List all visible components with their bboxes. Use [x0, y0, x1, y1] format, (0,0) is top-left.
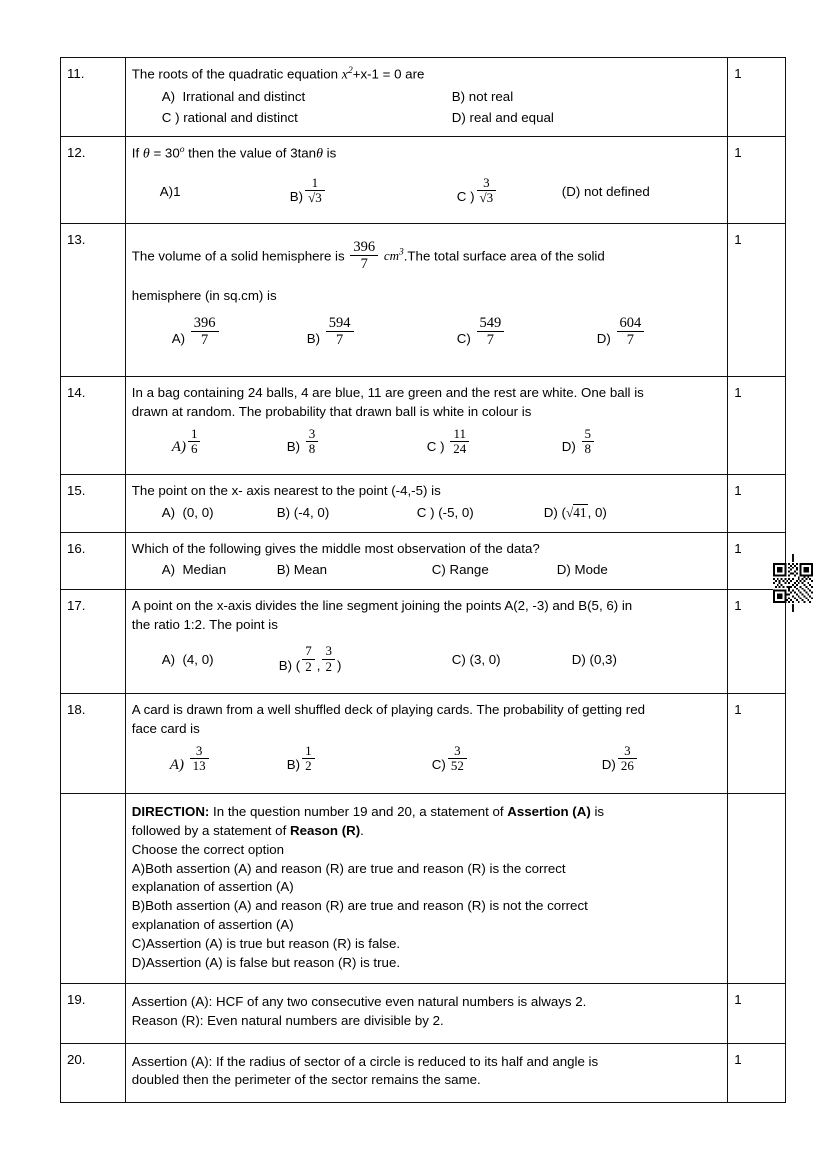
option-d[interactable]: D) (0,3) — [571, 652, 617, 668]
table-row — [61, 590, 786, 694]
qr-code-icon — [773, 563, 813, 603]
option-a[interactable]: A) $\frac{396}{7}$ — [172, 316, 221, 349]
degree-symbol: o — [179, 145, 185, 156]
assertion-line: Assertion (A): HCF of any two consecutive even natural numbers is always 2. — [131, 993, 587, 1009]
option-b[interactable]: B) not real — [451, 89, 514, 105]
question-body — [125, 223, 727, 376]
unit-cm-cubed: $cm^3$ — [383, 247, 404, 263]
fraction: $\frac{1}{2}$ — [302, 744, 315, 774]
marks-value: 1 — [728, 983, 786, 1043]
option-row — [132, 316, 721, 356]
question-stem: Which of the following gives the middle most observation of the data? — [131, 540, 540, 556]
marks-value: 1 — [728, 590, 786, 694]
marks-value: 1 — [728, 58, 786, 137]
direction-line2: followed by a statement of Reason (R). — [131, 822, 364, 838]
question-stem-line1: A point on the x-axis divides the line segment joining the points A(2, -3) and B(5, 6) in — [131, 598, 633, 614]
option-a[interactable]: A)1 — [159, 183, 181, 199]
fraction: $\frac{3}{8}$ — [306, 427, 319, 457]
direction-option-c: C)Assertion (A) is true but reason (R) is false. — [131, 936, 401, 952]
option-c[interactable]: C) $\frac{549}{7}$ — [457, 316, 506, 349]
question-stem-line2: hemisphere (in sq.cm) is — [131, 288, 277, 304]
qr-tick-bottom — [792, 604, 794, 612]
reason-line: Reason (R): Even natural numbers are divisible by 2. — [131, 1012, 444, 1028]
option-row — [132, 425, 721, 466]
marks-value: 1 — [728, 137, 786, 223]
question-body — [125, 376, 727, 474]
option-b[interactable]: B) $\frac{1}{√3}$ — [290, 177, 327, 207]
option-a[interactable]: A) Irrational and distinct — [161, 89, 306, 105]
direction-option-a-line2: explanation of assertion (A) — [131, 879, 294, 895]
option-row — [132, 109, 721, 128]
qr-tick-top — [792, 554, 794, 562]
option-b[interactable]: B) $\frac{594}{7}$ — [307, 316, 356, 349]
question-number: 12. — [61, 137, 126, 223]
question-stem-line2: the ratio 1:2. The point is — [131, 617, 278, 633]
table-row — [61, 137, 786, 223]
option-c[interactable]: C) (3, 0) — [451, 652, 501, 668]
direction-option-a-line1: A)Both assertion (A) and reason (R) are true and reason (R) is the correct — [131, 860, 566, 876]
fraction: $\frac{3}{26}$ — [618, 744, 637, 774]
fraction: $\frac{1}{6}$ — [188, 427, 201, 457]
table-row — [61, 532, 786, 590]
option-b[interactable]: B) ( $\frac{7}{2}$ , $\frac{3}{2}$ ) — [278, 643, 342, 674]
direction-line3: Choose the correct option — [131, 841, 285, 857]
option-b[interactable]: B) Mean — [276, 562, 328, 578]
option-a[interactable]: A) (0, 0) — [161, 504, 214, 520]
option-c[interactable]: C) $\frac{3}{52}$ — [432, 745, 469, 775]
square-root: √41 — [565, 504, 587, 520]
table-row — [61, 983, 786, 1043]
qr-code-container — [770, 560, 816, 606]
option-d[interactable]: D) Mode — [556, 562, 608, 578]
assertion-line: Assertion (A): If the radius of sector of a circle is reduced to its half and angle is — [131, 1053, 599, 1069]
option-b[interactable]: B) $\frac{1}{2}$ — [287, 745, 317, 775]
question-body — [125, 983, 727, 1043]
marks-value: 1 — [728, 532, 786, 590]
marks-value: 1 — [728, 1043, 786, 1103]
question-number: 11. — [61, 58, 126, 137]
question-body — [125, 590, 727, 694]
option-b[interactable]: B) (-4, 0) — [276, 504, 330, 520]
question-stem: The volume of a solid hemisphere is $\frac{396}{7}$ $cm^3.The$ total surface area of the solid — [131, 238, 605, 272]
option-c[interactable]: C) Range — [431, 562, 489, 578]
option-d[interactable]: D) real and equal — [451, 110, 554, 126]
direction-number — [61, 793, 126, 983]
marks-value: 1 — [728, 474, 786, 532]
option-c[interactable]: C ) $\frac{3}{√3}$ — [457, 177, 498, 207]
direction-option-b-line1: B)Both assertion (A) and reason (R) are true and reason (R) is not the correct — [131, 898, 588, 914]
theta-symbol: θ — [316, 146, 323, 162]
table-row-direction — [61, 793, 786, 983]
question-body — [125, 694, 727, 794]
direction-option-b-line2: explanation of assertion (A) — [131, 917, 294, 933]
table-row — [61, 694, 786, 794]
assertion-line2: doubled then the perimeter of the sector remains the same. — [131, 1072, 481, 1088]
fraction: $\frac{3}{2}$ — [322, 644, 335, 674]
fraction: $\frac{549}{7}$ — [477, 315, 505, 348]
fraction: $\frac{5}{8}$ — [582, 427, 595, 457]
option-row — [132, 742, 721, 785]
table-row — [61, 58, 786, 137]
option-d[interactable]: D) $\frac{3}{26}$ — [602, 745, 639, 775]
option-row — [132, 643, 721, 685]
question-number: 15. — [61, 474, 126, 532]
question-body — [125, 137, 727, 223]
question-stem-line2: face card is — [131, 721, 200, 737]
fraction: $\frac{7}{2}$ — [302, 644, 315, 674]
direction-option-d: D)Assertion (A) is false but reason (R) is true. — [131, 954, 401, 970]
fraction: $\frac{3}{52}$ — [448, 744, 467, 774]
option-c[interactable]: C ) (-5, 0) — [416, 504, 474, 520]
question-body — [125, 474, 727, 532]
marks-value: 1 — [728, 376, 786, 474]
question-number: 19. — [61, 983, 126, 1043]
fraction: $\frac{3}{13}$ — [190, 744, 209, 774]
marks-value: 1 — [728, 223, 786, 376]
question-stem: The point on the x- axis nearest to the point (-4,-5) is — [131, 482, 441, 498]
question-number: 14. — [61, 376, 126, 474]
question-stem-line1: In a bag containing 24 balls, 4 are blue, 11 are green and the rest are white. One ball is — [131, 384, 644, 400]
table-row — [61, 376, 786, 474]
option-row — [132, 504, 721, 524]
question-stem-line2: drawn at random. The probability that drawn ball is white in colour is — [131, 403, 532, 419]
question-stem: If $\theta = 30^o$ then the value of 3tanθ is — [131, 145, 337, 162]
math-exponent: 2 — [347, 66, 353, 76]
direction-body — [125, 793, 727, 983]
question-number: 13. — [61, 223, 126, 376]
option-a[interactable]: A) Median — [161, 562, 227, 578]
question-stem: The roots of the quadratic equation $x^2+x-1 = 0$ are — [131, 66, 425, 83]
question-number: 17. — [61, 590, 126, 694]
fraction: $\frac{1}{√3}$ — [305, 176, 325, 206]
theta-symbol: θ — [142, 146, 150, 162]
fraction: $\frac{11}{24}$ — [450, 427, 469, 457]
question-stem-line1: A card is drawn from a well shuffled deck of playing cards. The probability of getting red — [131, 702, 645, 718]
option-d[interactable]: D) $\frac{5}{8}$ — [562, 428, 596, 458]
fraction: $\frac{3}{√3}$ — [477, 176, 497, 206]
question-body — [125, 532, 727, 590]
question-number: 20. — [61, 1043, 126, 1103]
question-body — [125, 1043, 727, 1103]
option-c[interactable]: C ) rational and distinct — [161, 110, 298, 126]
fraction: $\frac{396}{7}$ — [350, 239, 378, 272]
question-number: 16. — [61, 532, 126, 590]
option-a[interactable]: A) $\frac{3}{13}$ — [170, 745, 211, 775]
option-row — [132, 88, 721, 107]
marks-value: 1 — [728, 694, 786, 794]
option-b[interactable]: B) $\frac{3}{8}$ — [287, 428, 321, 458]
fraction: $\frac{396}{7}$ — [191, 315, 219, 348]
fraction: $\frac{594}{7}$ — [326, 315, 354, 348]
table-row — [61, 223, 786, 376]
direction-line1: DIRECTION: In the question number 19 and 20, a statement of Assertion (A) is — [131, 803, 605, 819]
table-row — [61, 1043, 786, 1103]
option-d[interactable]: D) (√41, 0) — [543, 504, 607, 520]
fraction: $\frac{604}{7}$ — [617, 315, 645, 348]
option-row — [132, 174, 721, 215]
option-a[interactable]: A) $\frac{1}{6}$ — [172, 428, 203, 458]
option-row — [132, 561, 721, 581]
option-c[interactable]: C ) $\frac{11}{24}$ — [427, 428, 471, 458]
direction-marks — [728, 793, 786, 983]
math-variable: x — [341, 67, 348, 83]
question-body — [125, 58, 727, 137]
option-d[interactable]: (D) not defined — [561, 183, 650, 199]
option-a[interactable]: A) (4, 0) — [161, 652, 214, 668]
option-d[interactable]: D) $\frac{604}{7}$ — [597, 316, 646, 349]
question-number: 18. — [61, 694, 126, 794]
question-table — [60, 57, 786, 1103]
table-row — [61, 474, 786, 532]
